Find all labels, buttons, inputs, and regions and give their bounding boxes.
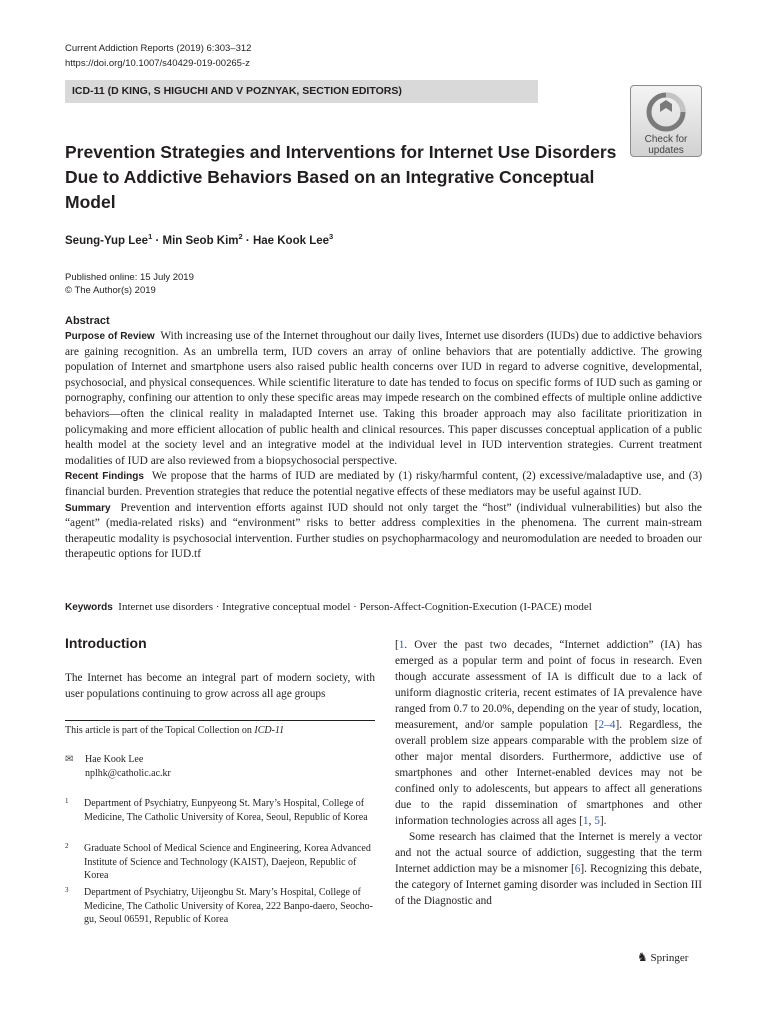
copyright-notice: © The Author(s) 2019	[65, 285, 156, 296]
summary-label: Summary	[65, 502, 111, 514]
left-column	[65, 630, 375, 702]
affiliation-text: Department of Psychiatry, Uijeongbu St. Mary’s Hospital, College of Medicine, The Catholic University of Korea, 222 Banpo-daero, Seocho-gu, Seoul 06591, Republic of Korea	[84, 887, 373, 925]
keywords-label: Keywords	[65, 602, 113, 613]
introduction-heading: Introduction	[65, 635, 147, 651]
keywords	[65, 601, 705, 613]
body-paragraph: [1. Over the past two decades, “Internet addiction” (IA) has emerged as a popular term and point of focus in research. Even though accurate assessment of IA is difficult due to a lack of uniform diagnostic criteria, recent estimates of IA prevalence have ranged from 0.7 to 20.0%, depending on the year of study, location, measurement, and/or sample population [2–4]. Regardless, the overall problem size appears comparable with the problem size of other major mental disorders. Furthermore, addictive use of smartphones and other Internet-enabled devices may not be confined only to adolescents, but appears to affect all generations due to the rapid dissemination of smartphones and other information technologies across all ages [1, 5].	[395, 639, 702, 827]
author-list	[65, 232, 333, 247]
topical-collection-note	[65, 720, 375, 736]
abstract-findings	[65, 469, 702, 500]
topical-note-prefix: This article is part of the Topical Collection on	[65, 725, 255, 736]
paragraph-text: ]. Regardless, the overall problem size appears comparable with the problem size of other major mental disorders. Furthermore, addictive use of smartphones and other Internet-enabled devices may not be confined only to adolescents, but appears to affect all generations due to the rapid dissemination of smartphones and other information technologies across all ages [	[395, 719, 702, 827]
publication-info	[65, 271, 194, 297]
affiliation-text: Department of Psychiatry, Eunpyeong St. Mary’s Hospital, College of Medicine, The Catholic University of Korea, Seoul, Republic of Korea	[84, 798, 368, 823]
envelope-icon: ✉	[65, 754, 74, 765]
affiliation	[65, 797, 375, 824]
purpose-label: Purpose of Review	[65, 331, 155, 342]
author-separator: ·	[155, 234, 160, 247]
abstract-section	[65, 314, 702, 563]
keywords-text: Internet use disorders · Integrative conceptual model · Person-Affect-Cognition-Execution (I-PACE) model	[118, 601, 592, 613]
author-affiliation-mark: 3	[329, 232, 334, 241]
affiliation-number: 2	[65, 842, 69, 850]
corresponding-author-email[interactable]: nplhk@catholic.ac.kr	[85, 768, 171, 779]
check-for-updates-icon	[646, 92, 686, 132]
abstract-heading: Abstract	[65, 315, 110, 327]
paragraph-text: ].	[599, 815, 607, 827]
citation-link[interactable]: 2–4	[598, 719, 616, 731]
author-separator: ·	[245, 234, 250, 247]
author-name[interactable]: Min Seob Kim	[162, 234, 239, 247]
abstract-purpose	[65, 329, 702, 469]
paragraph-text: Some research has claimed that the Internet is merely a vector and not the actual source of addiction, suggesting that the term Internet addiction may be a misnomer [	[395, 831, 702, 875]
findings-label: Recent Findings	[65, 471, 144, 483]
springer-horse-icon: ♞	[637, 950, 648, 964]
introduction-paragraph: The Internet has become an integral part of modern society, with user populations continuing to grow across all age groups	[65, 672, 375, 700]
publisher-name: Springer	[650, 952, 689, 964]
abstract-summary	[65, 501, 702, 563]
author-name[interactable]: Hae Kook Lee	[252, 234, 330, 247]
publisher-logo	[637, 950, 688, 965]
right-column	[395, 637, 702, 909]
section-banner: ICD-11 (D KING, S HIGUCHI AND V POZNYAK, SECTION EDITORS)	[65, 80, 538, 103]
paragraph-text: ]. Recognizing this debate, the category of Internet gaming disorder was included in Section III of the Diagnostic and	[395, 863, 702, 907]
paragraph-text: ,	[588, 815, 595, 827]
affiliation	[65, 842, 375, 883]
paper-title: Prevention Strategies and Interventions for Internet Use Disorders Due to Addictive Behaviors Based on an Integrative Conceptual Model	[65, 142, 617, 212]
journal-header	[65, 41, 251, 71]
journal-citation: Current Addiction Reports (2019) 6:303–312	[65, 43, 252, 54]
badge-label-line2: updates	[648, 145, 684, 156]
citation-link[interactable]: 1	[582, 815, 589, 827]
citation-link[interactable]: 1	[398, 639, 405, 651]
body-paragraph	[395, 829, 702, 909]
author-affiliation-mark: 2	[238, 232, 243, 241]
check-for-updates-badge[interactable]	[630, 85, 702, 157]
affiliation-number: 1	[65, 797, 69, 805]
summary-text: Prevention and intervention efforts against IUD should not only target the “host” (individual vulnerabilities) but also the “agent” (media-related risks) and “environment” risks to better address complexities in the phenomena. The current main-stream therapeutic modality is psychosocial intervention. Further studies on psychopharmacology and neuromodulation are needed to broaden our therapeutic options for IUD.tf	[65, 501, 702, 561]
corresponding-author-name: Hae Kook Lee	[85, 754, 144, 765]
findings-text: We propose that the harms of IUD are mediated by (1) risky/harmful content, (2) excessive/maladaptive use, and (3) financial burden. Prevention strategies that reduce the potential negative effects of these mediators may be useful against IUD.	[65, 470, 702, 498]
corresponding-author	[65, 753, 171, 781]
affiliation-number: 3	[65, 886, 69, 894]
purpose-text: With increasing use of the Internet throughout our daily lives, Internet use disorders (IUDs) due to addictive behaviors are gaining recognition. As an umbrella term, IUD covers an array of online behaviors that are potentially addictive. The growing population of Internet and smartphone users also raised public health concerns over IUD in regard to adverse cognitive, developmental, psychosocial, and physical consequences. While scientific literature to date has tended to focus on specific forms of IUD such as gaming or pornography, confining our attention to only these specific areas may impede research on the combined effects of multiple online addictive behaviors—often the clinical reality in maladapted Internet use. Taking this broader approach may also facilitate prioritization in policymaking and more efficient allocation of public health and clinical resources. This paper discusses conceptual application of a public health model at the society level and an integrative model at the individual level in IUD intervention strategies. Current treatment modalities of IUD are also reviewed from a biopsychosocial perspective.	[65, 330, 702, 467]
author-affiliation-mark: 1	[148, 232, 153, 241]
citation-link[interactable]: 5	[594, 815, 600, 827]
paragraph-text: . Over the past two decades, “Internet addiction” (IA) has emerged as a popular term and point of focus in research. Even though accurate assessment of IA is difficult due to a lack of uniform diagnostic criteria, recent estimates of IA prevalence have ranged from 0.7 to 20.0%, depending on the year of study, location, measurement, and/or sample population [	[395, 639, 702, 731]
citation-link[interactable]: 6	[574, 863, 581, 875]
doi-link[interactable]: https://doi.org/10.1007/s40429-019-00265-z	[65, 58, 250, 69]
author-name[interactable]: Seung-Yup Lee	[65, 234, 149, 247]
affiliation	[65, 886, 375, 927]
published-date: Published online: 15 July 2019	[65, 272, 194, 283]
affiliation-text: Graduate School of Medical Science and Engineering, Korea Advanced Institute of Science and Technology (KAIST), Daejeon, Republic of Korea	[84, 843, 371, 881]
badge-label-line1: Check for	[644, 134, 688, 145]
topical-collection-name[interactable]: ICD-11	[254, 725, 285, 736]
